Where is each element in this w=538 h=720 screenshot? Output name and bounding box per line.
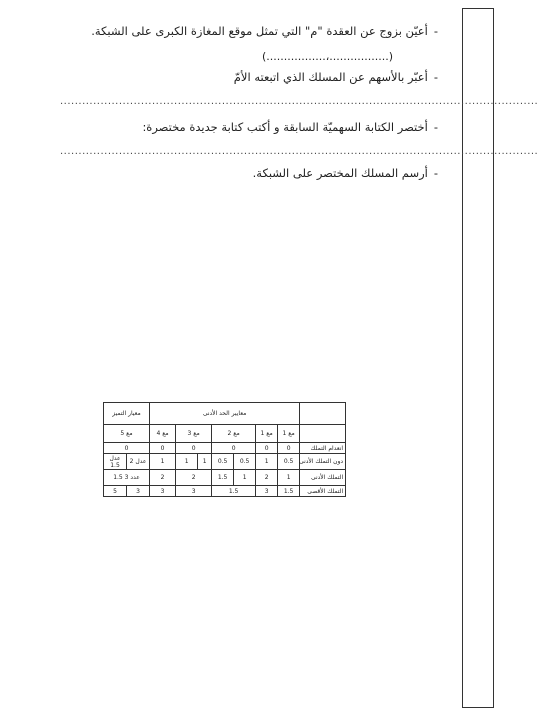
- question-1: [91, 24, 438, 38]
- answer-dotted-line-2[interactable]: ..................................................................................................................................: [60, 146, 538, 157]
- row-label-header: [300, 403, 346, 425]
- criterion-cell: مع 5: [104, 425, 150, 443]
- criteria-label-cell: [300, 425, 346, 443]
- criterion-cell: مع 3: [176, 425, 212, 443]
- question-1-text: أعيّن بزوج عن العقدة "م" التي تمثل موقع المغازة الكبرى على الشبكة.: [91, 24, 428, 38]
- answer-dotted-line-1[interactable]: ..................................................................................................................................: [60, 96, 538, 107]
- table-cell: عدل 1.5: [104, 454, 127, 470]
- table-cell: 0.5: [278, 454, 300, 470]
- bullet: -: [433, 166, 438, 180]
- table-cell: 1.5: [212, 486, 256, 497]
- table-cell: 0: [104, 443, 150, 454]
- table-cell: 0: [212, 443, 256, 454]
- margin-frame: [462, 8, 494, 708]
- table-cell: 3: [150, 486, 176, 497]
- table-cell: 3: [127, 486, 150, 497]
- table-cell: 0.5: [234, 454, 256, 470]
- row-label: انعدام التملك: [300, 443, 346, 454]
- table-cell: 1: [150, 454, 176, 470]
- question-4-text: أرسم المسلك المختصر على الشبكة.: [252, 166, 428, 180]
- bullet: -: [433, 120, 438, 134]
- question-2: [234, 70, 438, 84]
- table-cell: 1: [256, 454, 278, 470]
- table-cell: 0.5: [212, 454, 234, 470]
- criterion-cell: مع 4: [150, 425, 176, 443]
- table-cell: 1: [234, 470, 256, 486]
- table-cell: 3: [256, 486, 278, 497]
- table-cell: 3: [176, 486, 212, 497]
- table-cell: 1.5: [278, 486, 300, 497]
- table-cell: 0: [278, 443, 300, 454]
- criterion-cell: مع 2: [212, 425, 256, 443]
- bullet: -: [433, 70, 438, 84]
- table-cell: 0: [176, 443, 212, 454]
- table-cell: 5: [104, 486, 127, 497]
- table-cell: 1.5: [212, 470, 234, 486]
- table-cell: عدل 2: [127, 454, 150, 470]
- table-cell: 1: [176, 454, 198, 470]
- coordinate-answer-field[interactable]: (.................،.................): [262, 50, 394, 63]
- criterion-cell: مع 1: [278, 425, 300, 443]
- table-cell: عدد 3 1.5: [104, 470, 150, 486]
- table-cell: 1: [198, 454, 212, 470]
- table-cell: 1: [278, 470, 300, 486]
- criterion-cell: مع 1: [256, 425, 278, 443]
- table-cell: 0: [256, 443, 278, 454]
- question-4: [253, 166, 438, 180]
- bullet: -: [433, 24, 438, 38]
- row-label: دون التملك الأدنى: [300, 454, 346, 470]
- question-3-text: أختصر الكتابة السهميّة السابقة و أكتب كتابة جديدة مختصرة:: [142, 120, 428, 134]
- table-cell: 2: [176, 470, 212, 486]
- excellence-criteria-header: معيار التميز: [104, 403, 150, 425]
- row-label: التملك الأقصى: [300, 486, 346, 497]
- table-cell: 2: [150, 470, 176, 486]
- row-label: التملك الأدنى: [300, 470, 346, 486]
- table-cell: 0: [150, 443, 176, 454]
- table-cell: 2: [256, 470, 278, 486]
- min-criteria-header: معايير الحد الأدنى: [150, 403, 300, 425]
- question-2-text: أعبّر بالأسهم عن المسلك الذي اتبعته الأمّ: [233, 70, 428, 84]
- question-3: [142, 120, 438, 134]
- grading-table: [103, 402, 346, 497]
